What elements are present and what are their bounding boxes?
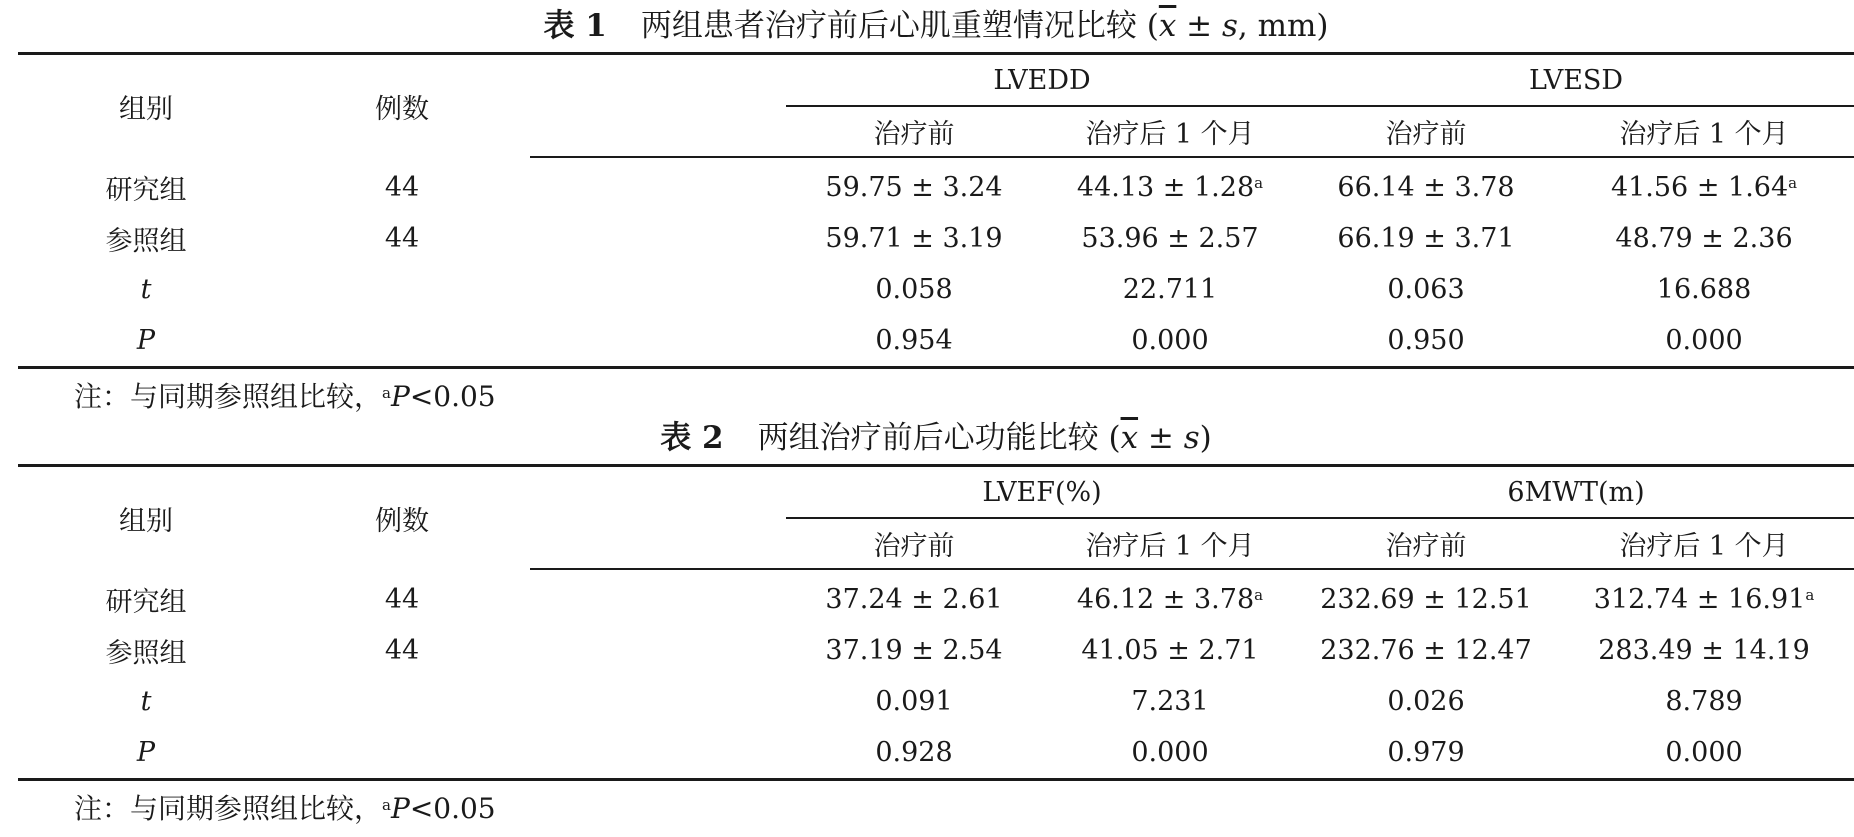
header-count: 例数 [375,93,429,125]
mean-symbol: $\overline{x}$ [1158,8,1177,44]
table-row [18,727,1854,780]
table-title [18,0,1854,52]
cell-a-before: 0.058 [875,274,953,305]
table-title [18,412,1854,464]
plus-minus: ± [1176,8,1222,44]
cell-a-after: 22.711 [1122,274,1218,305]
header-gap [530,54,786,107]
header-metric-a: LVEDD [786,54,1298,107]
table-number: 表 1 [543,8,607,44]
cell-a-after [1042,157,1298,213]
significance-mark: a [1805,586,1815,604]
cell-b-before: 0.979 [1387,737,1465,768]
cell-gap [530,213,786,264]
significance-mark: a [1254,174,1264,192]
cell-value: 41.56 ± 1.64 [1610,172,1789,203]
header-before: 治疗前 [786,106,1042,157]
row-count [274,264,530,315]
header-count: 例数 [375,505,429,537]
table-row [18,569,1854,625]
cell-a-before: 59.75 ± 3.24 [825,172,1003,203]
header-after: 治疗后 1 个月 [1042,518,1298,569]
cell-b-before: 232.69 ± 12.51 [1320,584,1532,615]
table-note [18,781,1854,837]
header-gap [530,518,786,569]
row-count: 44 [384,223,420,254]
header-metric-b: LVESD [1298,54,1854,107]
stat-tail: ) [1199,420,1212,456]
table-number: 表 2 [660,420,724,456]
stat-open: ( [1146,8,1159,44]
table-1-block [18,0,1854,425]
row-label: P [136,737,156,768]
cell-value: 312.74 ± 16.91 [1593,584,1806,615]
cell-a-before: 0.954 [875,325,953,356]
cell-a-after: 7.231 [1131,686,1209,717]
significance-mark: a [1254,586,1264,604]
cell-gap [530,264,786,315]
table-row [18,264,1854,315]
header-after: 治疗后 1 个月 [1042,106,1298,157]
data-table [18,464,1854,781]
note-p: P [390,380,410,413]
cell-gap [530,315,786,368]
table-title-text: 两组患者治疗前后心肌重塑情况比较 [640,8,1137,44]
cell-gap [530,625,786,676]
row-label: 参照组 [105,226,187,257]
cell-value: 44.13 ± 1.28 [1076,172,1255,203]
cell-b-before: 66.19 ± 3.71 [1337,223,1515,254]
cell-a-after: 0.000 [1131,737,1209,768]
cell-a-after: 41.05 ± 2.71 [1081,635,1259,666]
row-count: 44 [384,171,420,203]
stat-open: ( [1108,420,1121,456]
row-label: 参照组 [105,638,187,669]
table-row [18,676,1854,727]
cell-b-before: 232.76 ± 12.47 [1320,635,1532,666]
row-label: 研究组 [105,586,187,618]
header-metric-b: 6MWT(m) [1298,466,1854,519]
note-mark: a [382,796,391,814]
cell-b-after: 0.000 [1665,737,1743,768]
row-label: t [140,686,152,717]
header-after: 治疗后 1 个月 [1554,518,1854,569]
cell-value: 46.12 ± 3.78 [1076,584,1255,615]
data-table [18,52,1854,369]
cell-a-before: 59.71 ± 3.19 [825,223,1003,254]
note-prefix: 注：与同期参照组比较， [74,792,383,825]
cell-b-after [1554,569,1854,625]
table-row [18,157,1854,213]
cell-b-after: 8.789 [1665,686,1743,717]
cell-gap [530,569,786,625]
header-group: 组别 [119,505,173,537]
cell-a-after: 53.96 ± 2.57 [1081,223,1259,254]
significance-mark: a [1788,174,1798,192]
cell-a-before: 37.19 ± 2.54 [825,635,1003,666]
cell-b-before: 66.14 ± 3.78 [1337,172,1515,203]
header-before: 治疗前 [786,518,1042,569]
cell-b-after [1554,157,1854,213]
sd-symbol: s [1222,8,1238,44]
header-group: 组别 [119,93,173,125]
note-prefix: 注：与同期参照组比较， [74,380,383,413]
row-count: 44 [384,635,420,666]
note-value: <0.05 [409,380,496,413]
cell-b-after: 283.49 ± 14.19 [1598,635,1810,666]
cell-b-after: 0.000 [1665,325,1743,356]
header-gap [530,106,786,157]
row-count [274,315,530,368]
mean-symbol: $\overline{x}$ [1120,420,1139,456]
header-gap [530,466,786,519]
plus-minus: ± [1138,420,1184,456]
cell-b-before: 0.950 [1387,325,1465,356]
table-row [18,625,1854,676]
cell-a-after: 0.000 [1131,325,1209,356]
cell-gap [530,727,786,780]
cell-a-before: 37.24 ± 2.61 [825,584,1003,615]
header-before: 治疗前 [1298,106,1554,157]
row-count: 44 [384,583,420,615]
cell-b-before: 0.063 [1387,274,1465,305]
cell-a-before: 0.091 [875,686,953,717]
cell-b-before: 0.026 [1387,686,1465,717]
header-before: 治疗前 [1298,518,1554,569]
stat-tail: , mm) [1237,8,1329,44]
table-2-block [18,412,1854,837]
cell-gap [530,676,786,727]
table-row [18,315,1854,368]
row-label: 研究组 [105,174,187,206]
cell-gap [530,157,786,213]
header-metric-a: LVEF(%) [786,466,1298,519]
table-title-text: 两组治疗前后心功能比较 [757,420,1099,456]
note-p: P [390,792,410,825]
table-row [18,213,1854,264]
row-label: t [140,274,152,305]
row-count [274,727,530,780]
cell-b-after: 48.79 ± 2.36 [1615,223,1793,254]
cell-b-after: 16.688 [1656,274,1752,305]
cell-a-before: 0.928 [875,737,953,768]
sd-symbol: s [1183,420,1200,456]
header-after: 治疗后 1 个月 [1554,106,1854,157]
cell-a-after [1042,569,1298,625]
row-label: P [136,325,156,356]
note-value: <0.05 [409,792,496,825]
row-count [274,676,530,727]
note-mark: a [382,384,391,402]
